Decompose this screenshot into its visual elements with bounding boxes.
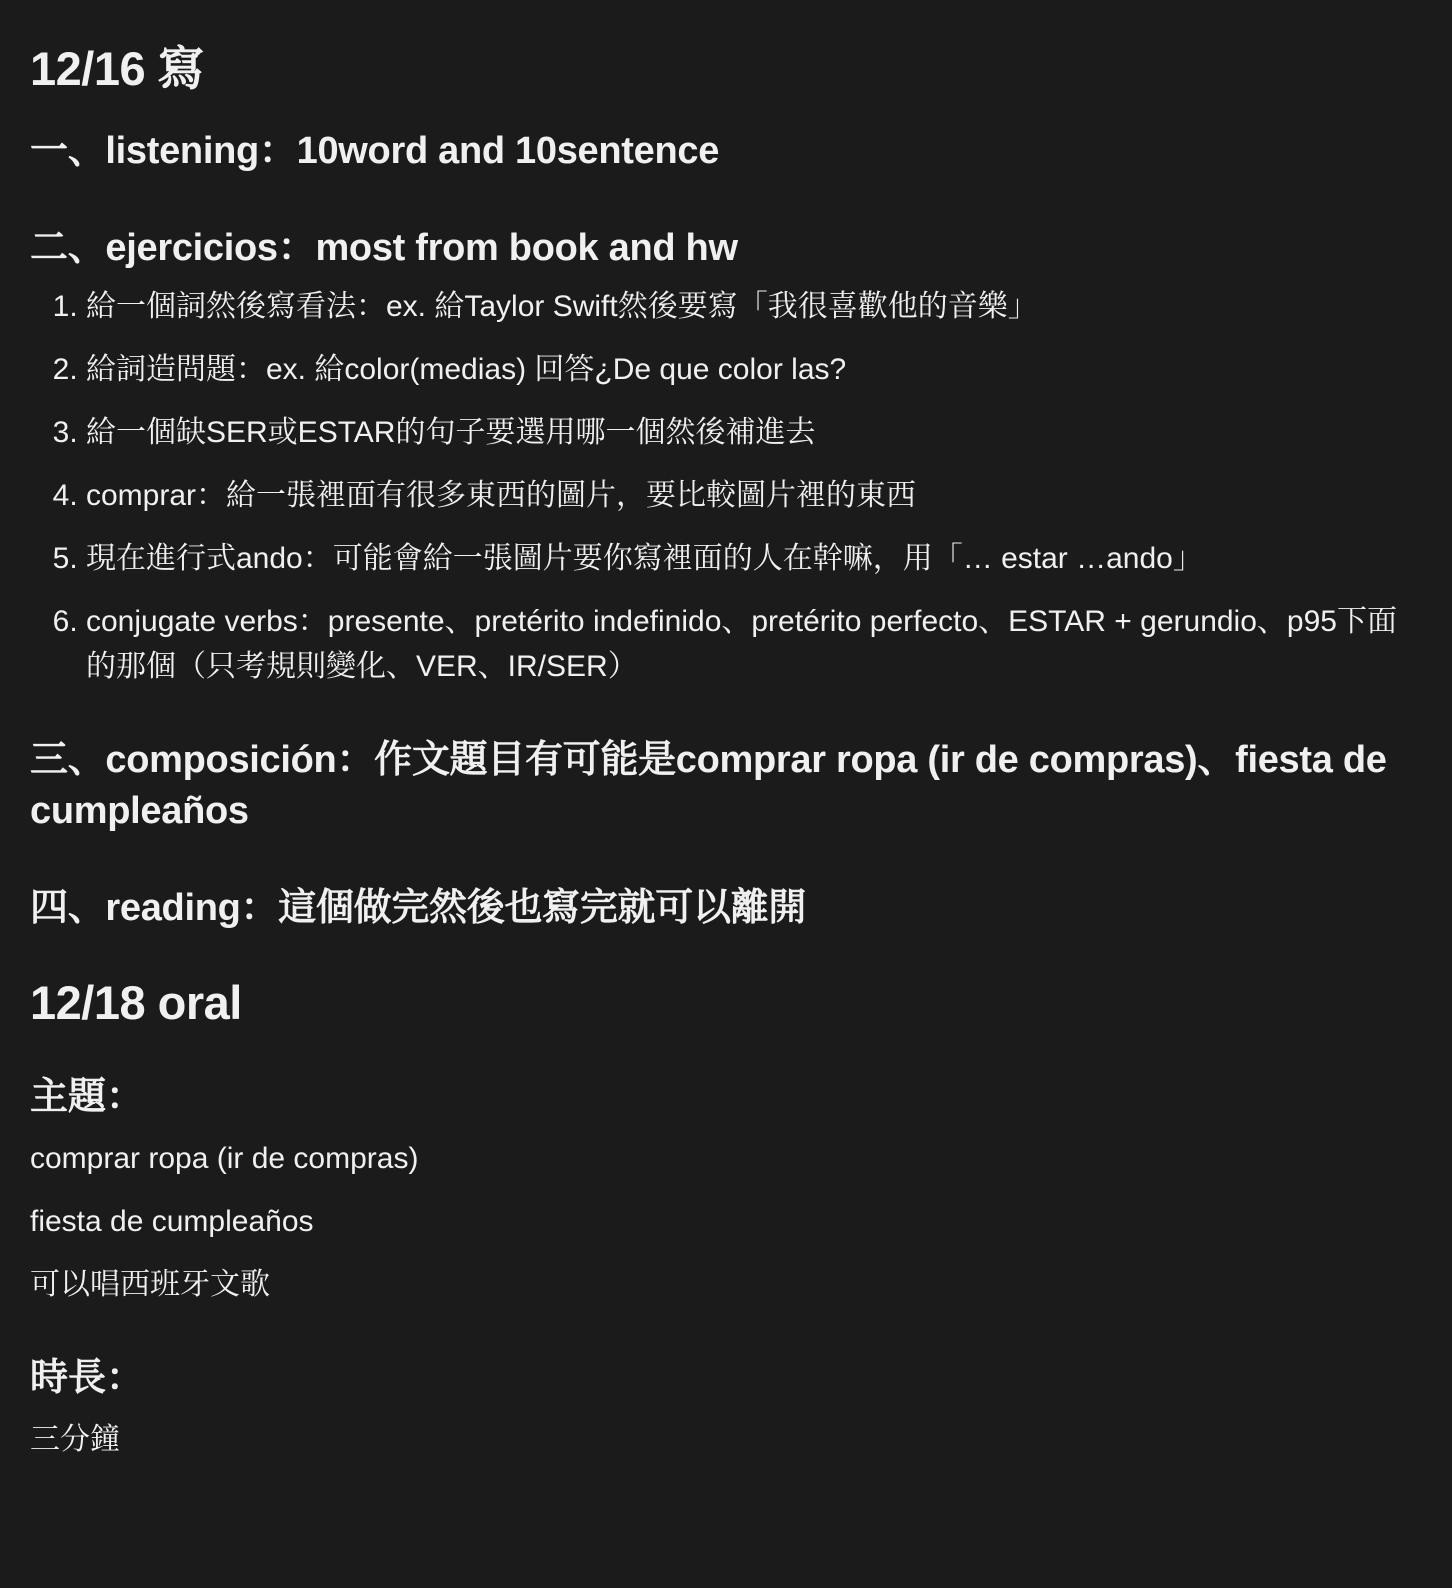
exercise-item: 3. 給一個缺SER或ESTAR的句子要選用哪一個然後補進去 <box>86 410 1422 455</box>
topic-item: 可以唱西班牙文歌 <box>30 1268 270 1301</box>
listening-heading: 一、listening：10word and 10sentence <box>30 130 720 172</box>
exercise-item: 2. 給詞造問題：ex. 給color(medias) 回答¿De que color las? <box>86 347 1422 392</box>
topic-item: comprar ropa (ir de compras) <box>30 1142 419 1175</box>
exercise-item: 1. 給一個詞然後寫看法：ex. 給Taylor Swift然後要寫「我很喜歡他的音樂」 <box>86 284 1422 329</box>
exercise-item: 5. 現在進行式ando：可能會給一張圖片要你寫裡面的人在幹嘛，用「… estar …ando」 <box>86 536 1422 581</box>
reading-heading: 四、reading：這個做完然後也寫完就可以離開 <box>30 887 807 929</box>
written-exam-heading: 12/16 寫 <box>30 42 205 95</box>
ejercicios-heading: 二、ejercicios：most from book and hw <box>30 227 738 269</box>
exercise-list <box>30 284 1422 689</box>
composicion-heading: 三、composición：作文題目有可能是comprar ropa (ir de compras)、fiesta de cumpleaños <box>30 739 1387 832</box>
topic-label: 主題： <box>30 1076 145 1118</box>
exercise-item: 6. conjugate verbs：presente、pretérito indefinido、pretérito perfecto、ESTAR + gerundio、p95下面的那個（只考規則變化、VER、IR/SER） <box>86 599 1422 689</box>
duration-value: 三分鐘 <box>30 1423 120 1456</box>
duration-label: 時長： <box>30 1357 145 1399</box>
exercise-item: 4. comprar：給一張裡面有很多東西的圖片，要比較圖片裡的東西 <box>86 473 1422 518</box>
oral-exam-heading: 12/18 oral <box>30 976 242 1029</box>
topic-item: fiesta de cumpleaños <box>30 1205 314 1238</box>
